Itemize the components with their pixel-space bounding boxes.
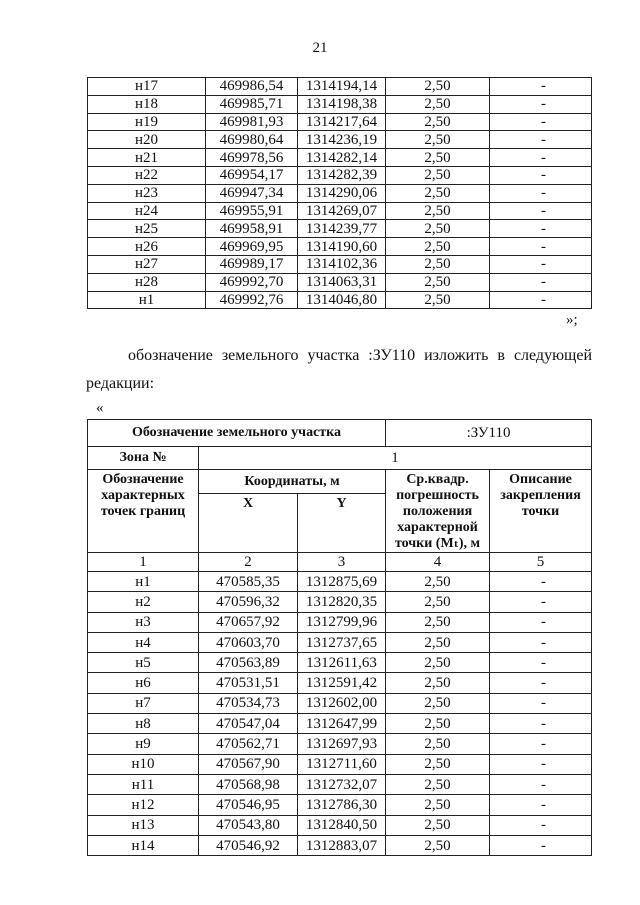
error-cell: 2,50 <box>386 202 490 220</box>
col-desc-header: Описание закрепления точки <box>490 470 592 553</box>
point-cell: н19 <box>88 113 206 131</box>
x-cell: 469992,76 <box>206 291 298 309</box>
desc-cell: - <box>490 754 592 774</box>
table-row <box>88 653 592 673</box>
table-row <box>88 184 592 202</box>
error-cell: 2,50 <box>386 113 490 131</box>
col-number: 1 <box>88 553 199 572</box>
point-cell: н21 <box>88 149 206 167</box>
point-cell: н4 <box>88 632 199 652</box>
error-cell: 2,50 <box>386 255 490 273</box>
table-row <box>88 572 592 592</box>
point-cell: н6 <box>88 673 199 693</box>
error-cell: 2,50 <box>386 632 490 652</box>
point-cell: н25 <box>88 220 206 238</box>
x-cell: 469969,95 <box>206 238 298 256</box>
desc-cell: - <box>490 166 592 184</box>
desc-cell: - <box>490 673 592 693</box>
desc-cell: - <box>490 95 592 113</box>
table-row <box>88 835 592 855</box>
table-row <box>88 202 592 220</box>
desc-cell: - <box>490 835 592 855</box>
error-cell: 2,50 <box>386 754 490 774</box>
table-row <box>88 149 592 167</box>
desc-cell: - <box>490 734 592 754</box>
error-cell: 2,50 <box>386 572 490 592</box>
desc-cell: - <box>490 714 592 734</box>
y-cell: 1312840,50 <box>298 815 386 835</box>
error-cell: 2,50 <box>386 220 490 238</box>
error-cell: 2,50 <box>386 795 490 815</box>
table-row <box>88 113 592 131</box>
point-cell: н1 <box>88 291 206 309</box>
x-cell: 470546,95 <box>199 795 298 815</box>
point-cell: н9 <box>88 734 199 754</box>
table-row <box>88 238 592 256</box>
point-cell: н24 <box>88 202 206 220</box>
x-cell: 470585,35 <box>199 572 298 592</box>
table-row <box>88 673 592 693</box>
x-cell: 470567,90 <box>199 754 298 774</box>
col-error-header: Ср.квадр. погрешность положения характерной точки (Mₜ), м <box>386 470 490 553</box>
desc-cell: - <box>490 131 592 149</box>
x-cell: 469955,91 <box>206 202 298 220</box>
y-cell: 1312820,35 <box>298 592 386 612</box>
point-cell: н1 <box>88 572 199 592</box>
col-number: 4 <box>386 553 490 572</box>
error-cell: 2,50 <box>386 149 490 167</box>
y-cell: 1312786,30 <box>298 795 386 815</box>
y-cell: 1312883,07 <box>298 835 386 855</box>
y-cell: 1312799,96 <box>298 612 386 632</box>
x-cell: 470563,89 <box>199 653 298 673</box>
point-cell: н18 <box>88 95 206 113</box>
table-row <box>88 612 592 632</box>
y-cell: 1312737,65 <box>298 632 386 652</box>
y-cell: 1314217,64 <box>298 113 386 131</box>
error-cell: 2,50 <box>386 78 490 96</box>
table-row <box>88 592 592 612</box>
zone-value: 1 <box>199 447 592 470</box>
y-cell: 1314239,77 <box>298 220 386 238</box>
point-cell: н26 <box>88 238 206 256</box>
point-cell: н20 <box>88 131 206 149</box>
error-cell: 2,50 <box>386 653 490 673</box>
page-number: 21 <box>312 40 328 56</box>
y-cell: 1314290,06 <box>298 184 386 202</box>
desc-cell: - <box>490 149 592 167</box>
desc-cell: - <box>490 78 592 96</box>
desc-cell: - <box>490 693 592 713</box>
y-cell: 1312697,93 <box>298 734 386 754</box>
table-row <box>88 131 592 149</box>
y-cell: 1312875,69 <box>298 572 386 592</box>
point-cell: н2 <box>88 592 199 612</box>
y-cell: 1314198,38 <box>298 95 386 113</box>
table-row <box>88 815 592 835</box>
error-cell: 2,50 <box>386 612 490 632</box>
desc-cell: - <box>490 612 592 632</box>
point-cell: н17 <box>88 78 206 96</box>
opening-quote: « <box>96 400 104 416</box>
x-cell: 469986,54 <box>206 78 298 96</box>
x-cell: 469989,17 <box>206 255 298 273</box>
table-row <box>88 774 592 794</box>
col-y-header: Y <box>298 494 386 553</box>
y-cell: 1314282,14 <box>298 149 386 167</box>
x-cell: 469954,17 <box>206 166 298 184</box>
y-cell: 1314282,39 <box>298 166 386 184</box>
desc-cell: - <box>490 255 592 273</box>
x-cell: 469947,34 <box>206 184 298 202</box>
table-row <box>88 95 592 113</box>
desc-cell: - <box>490 815 592 835</box>
desc-cell: - <box>490 202 592 220</box>
error-cell: 2,50 <box>386 131 490 149</box>
y-cell: 1312591,42 <box>298 673 386 693</box>
desc-cell: - <box>490 592 592 612</box>
x-cell: 470531,51 <box>199 673 298 693</box>
y-cell: 1314046,80 <box>298 291 386 309</box>
y-cell: 1314102,36 <box>298 255 386 273</box>
x-cell: 470568,98 <box>199 774 298 794</box>
x-cell: 470603,70 <box>199 632 298 652</box>
y-cell: 1312732,07 <box>298 774 386 794</box>
table-row <box>88 632 592 652</box>
desc-cell: - <box>490 113 592 131</box>
desc-cell: - <box>490 238 592 256</box>
point-cell: н11 <box>88 774 199 794</box>
coordinates-table-continued <box>87 77 592 309</box>
parcel-label: Обозначение земельного участка <box>88 420 386 447</box>
y-cell: 1314236,19 <box>298 131 386 149</box>
error-cell: 2,50 <box>386 592 490 612</box>
y-cell: 1314190,60 <box>298 238 386 256</box>
x-cell: 469978,56 <box>206 149 298 167</box>
col-number: 5 <box>490 553 592 572</box>
error-cell: 2,50 <box>386 734 490 754</box>
error-cell: 2,50 <box>386 693 490 713</box>
col-coords-header: Координаты, м <box>199 470 386 494</box>
x-cell: 470543,80 <box>199 815 298 835</box>
point-cell: н13 <box>88 815 199 835</box>
y-cell: 1314194,14 <box>298 78 386 96</box>
y-cell: 1312647,99 <box>298 714 386 734</box>
point-cell: н23 <box>88 184 206 202</box>
x-cell: 470546,92 <box>199 835 298 855</box>
x-cell: 470596,32 <box>199 592 298 612</box>
y-cell: 1314269,07 <box>298 202 386 220</box>
col-points-header: Обозначение характерных точек границ <box>88 470 199 553</box>
desc-cell: - <box>490 291 592 309</box>
error-cell: 2,50 <box>386 835 490 855</box>
table-row <box>88 291 592 309</box>
point-cell: н10 <box>88 754 199 774</box>
table-row <box>88 693 592 713</box>
amendment-paragraph <box>86 342 592 398</box>
point-cell: н5 <box>88 653 199 673</box>
desc-cell: - <box>490 184 592 202</box>
x-cell: 470547,04 <box>199 714 298 734</box>
table-row <box>88 734 592 754</box>
error-cell: 2,50 <box>386 714 490 734</box>
error-cell: 2,50 <box>386 184 490 202</box>
error-cell: 2,50 <box>386 273 490 291</box>
desc-cell: - <box>490 273 592 291</box>
y-cell: 1312711,60 <box>298 754 386 774</box>
point-cell: н12 <box>88 795 199 815</box>
parcel-coordinates-table <box>87 419 592 856</box>
x-cell: 469992,70 <box>206 273 298 291</box>
table-row <box>88 795 592 815</box>
zone-label: Зона № <box>88 447 199 470</box>
x-cell: 469981,93 <box>206 113 298 131</box>
error-cell: 2,50 <box>386 166 490 184</box>
desc-cell: - <box>490 632 592 652</box>
point-cell: н14 <box>88 835 199 855</box>
desc-cell: - <box>490 220 592 238</box>
x-cell: 469985,71 <box>206 95 298 113</box>
error-cell: 2,50 <box>386 291 490 309</box>
parcel-value: :ЗУ110 <box>386 420 592 447</box>
point-cell: н27 <box>88 255 206 273</box>
point-cell: н7 <box>88 693 199 713</box>
point-cell: н28 <box>88 273 206 291</box>
col-x-header: X <box>199 494 298 553</box>
table-row <box>88 754 592 774</box>
table-row <box>88 78 592 96</box>
x-cell: 469980,64 <box>206 131 298 149</box>
point-cell: н8 <box>88 714 199 734</box>
y-cell: 1312602,00 <box>298 693 386 713</box>
desc-cell: - <box>490 774 592 794</box>
y-cell: 1312611,63 <box>298 653 386 673</box>
table-row <box>88 220 592 238</box>
table-row <box>88 714 592 734</box>
table-row <box>88 273 592 291</box>
col-number: 3 <box>298 553 386 572</box>
error-cell: 2,50 <box>386 673 490 693</box>
desc-cell: - <box>490 572 592 592</box>
point-cell: н3 <box>88 612 199 632</box>
error-cell: 2,50 <box>386 815 490 835</box>
error-cell: 2,50 <box>386 774 490 794</box>
closing-quote: »; <box>566 312 578 328</box>
table-row <box>88 166 592 184</box>
x-cell: 470657,92 <box>199 612 298 632</box>
error-cell: 2,50 <box>386 238 490 256</box>
y-cell: 1314063,31 <box>298 273 386 291</box>
amendment-text: обозначение земельного участка :ЗУ110 изложить в следующей редакции: <box>86 347 592 392</box>
desc-cell: - <box>490 653 592 673</box>
error-cell: 2,50 <box>386 95 490 113</box>
desc-cell: - <box>490 795 592 815</box>
point-cell: н22 <box>88 166 206 184</box>
x-cell: 470562,71 <box>199 734 298 754</box>
x-cell: 470534,73 <box>199 693 298 713</box>
table-row <box>88 255 592 273</box>
x-cell: 469958,91 <box>206 220 298 238</box>
col-number: 2 <box>199 553 298 572</box>
